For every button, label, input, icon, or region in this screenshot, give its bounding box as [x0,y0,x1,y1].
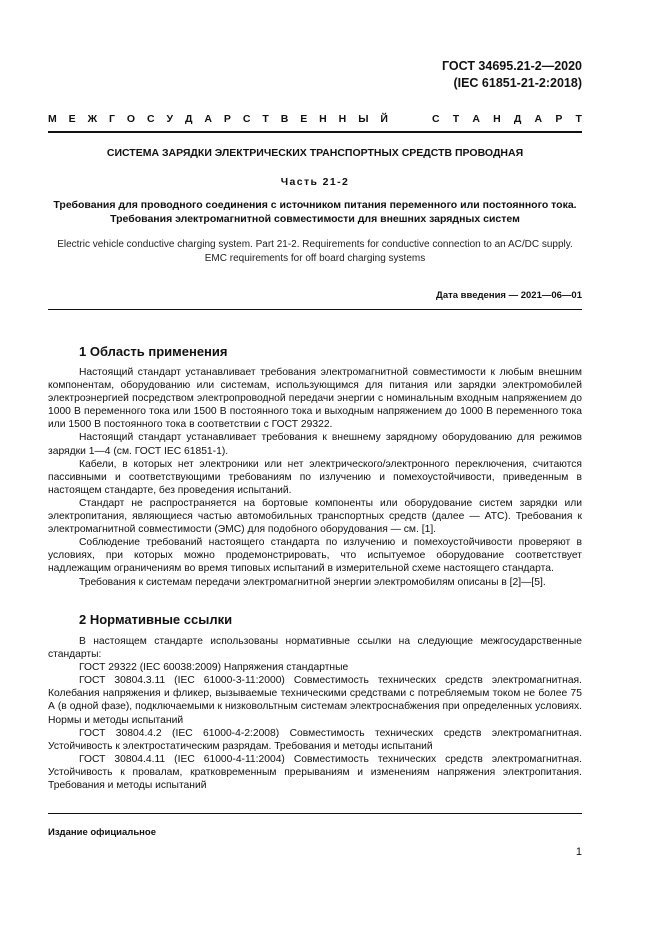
banner-left-letter: Й [380,113,388,125]
paragraph: Кабели, в которых нет электроники или нет электрического/электронного переключения, считаются пассивными и соответствующими требованиям по излучению и помехоустойчивости, приведенным в настоящем стандарте, без проведения испытаний. [48,458,582,496]
banner-left-letter: У [166,113,174,125]
subtitle-line-2: Требования электромагнитной совместимости для внешних зарядных систем [110,213,520,225]
banner-right-letter: Т [575,113,582,125]
section-1-body [48,366,582,589]
document-subtitle [48,198,582,226]
banner-left-letter: А [204,113,212,125]
document-title: СИСТЕМА ЗАРЯДКИ ЭЛЕКТРИЧЕСКИХ ТРАНСПОРТНЫХ СРЕДСТВ ПРОВОДНАЯ [106,147,524,159]
banner-left-letter: Ж [87,113,98,125]
reference-item: ГОСТ 30804.3.11 (IEC 61000-3-11:2000) Совместимость технических средств электромагнитная. Колебания напряжения и фликер, вызываемые техническими средствами с потребляемым током не более 75 А (в одной фазе), подключаемыми к низковольтным системам электроснабжения при определенных условиях. Нормы и методы испытаний [48,675,582,726]
banner-right-letter: С [432,113,440,125]
reference-item: ГОСТ 30804.4.2 (IEC 61000-4-2:2008) Совместимость технических средств электромагнитная. Устойчивость к электростатическим разрядам. Требования и методы испытаний [48,727,582,752]
banner-left-letter: Е [300,113,308,125]
paragraph: В настоящем стандарте использованы нормативные ссылки на следующие межгосударственные стандарты: [48,636,582,661]
document-id [442,58,582,92]
english-title-line-2: EMC requirements for off board charging systems [204,253,426,264]
banner-rule [48,131,582,133]
banner-right-letter: Р [555,113,563,125]
reference-item: ГОСТ 29322 (IEC 60038:2009) Напряжения стандартные [79,662,349,674]
banner-right-letter: Д [513,113,522,125]
banner-left-letter: Н [319,113,327,125]
banner-right-letter: Т [452,113,460,125]
banner-left-letter: Д [184,113,193,125]
banner-left-letter: Н [338,113,347,125]
section-2-heading: 2 Нормативные ссылки [79,612,233,627]
english-title-line-1: Electric vehicle conductive charging system. Part 21-2. Requirements for conductive connection to an AC/DC supply. [57,239,573,250]
banner-left-letter: Г [109,113,115,125]
banner-left-letter: Р [223,113,231,125]
subtitle-line-1: Требования для проводного соединения с источником питания переменного или постоянного тока. [53,199,577,211]
english-title [48,238,582,266]
banner-left-letter: С [147,113,155,125]
paragraph: Требования к системам передачи электромагнитной энергии электромобилям описаны в [2]—[5]. [79,576,546,588]
banner-left-letter: В [280,113,289,125]
footer-rule [48,813,582,814]
paragraph: Настоящий стандарт устанавливает требования электромагнитной совместимости к любым внешним компонентам, оборудованию или системам, использующимся для питания или зарядки электромобилей электроэнергией посредством электропроводной передачи энергии с номинальным входным напряжением до 1000 В переменного тока или 1500 В постоянного тока и выходным напряжением до 1000 В переменного тока или 1500 В постоянного тока в соответствии с ГОСТ 29322. [48,367,582,431]
paragraph: Стандарт не распространяется на бортовые компоненты или оборудование систем зарядки или электропитания, являющиеся частью автомобильных транспортных средств (далее — АТС). Требования к электромагнитной совместимости (ЭМС) для подобного оборудования — см. [1]. [48,497,582,536]
section-2-body [48,635,582,792]
reference-item: ГОСТ 30804.4.11 (IEC 61000-4-11:2004) Совместимость технических средств электромагнитная. Устойчивость к провалам, кратковременным прерываниям и изменениям напряжения электропитания. Требования и методы испытаний [48,753,582,792]
banner-right-letter: А [472,113,480,125]
part-number: Часть 21-2 [280,176,350,188]
iec-number: (IEC 61851-21-2:2018) [453,76,582,90]
banner-right-word [432,113,582,125]
banner-left-letter: Т [262,113,269,125]
date-rule [48,309,582,310]
banner-right-letter: А [534,113,543,125]
banner-left-letter: О [126,113,136,125]
gost-number: ГОСТ 34695.21-2—2020 [441,59,582,73]
banner-left-letter: Ы [358,113,369,125]
standard-banner [48,113,582,125]
banner-left-letter: М [48,113,57,125]
section-1-heading: 1 Область применения [79,344,228,359]
page-number: 1 [575,846,582,858]
introduction-date: Дата введения — 2021—06—01 [436,290,582,301]
banner-left-letter: Е [68,113,76,125]
paragraph: Настоящий стандарт устанавливает требования к внешнему зарядному оборудованию для режимов зарядки 1—4 (см. ГОСТ IEC 61851-1). [48,432,582,457]
banner-right-letter: Н [493,113,501,125]
edition-note: Издание официальное [48,827,156,838]
banner-left-letter: С [242,113,251,125]
paragraph: Соблюдение требований настоящего стандарта по излучению и помехоустойчивости проверяют в условиях, при которых можно продемонстрировать, что испытуемое оборудование соответствует надлежащим ограничениям во время типовых испытаний в измерительной схеме настоящего стандарта. [48,537,582,575]
banner-left-word [48,113,388,125]
